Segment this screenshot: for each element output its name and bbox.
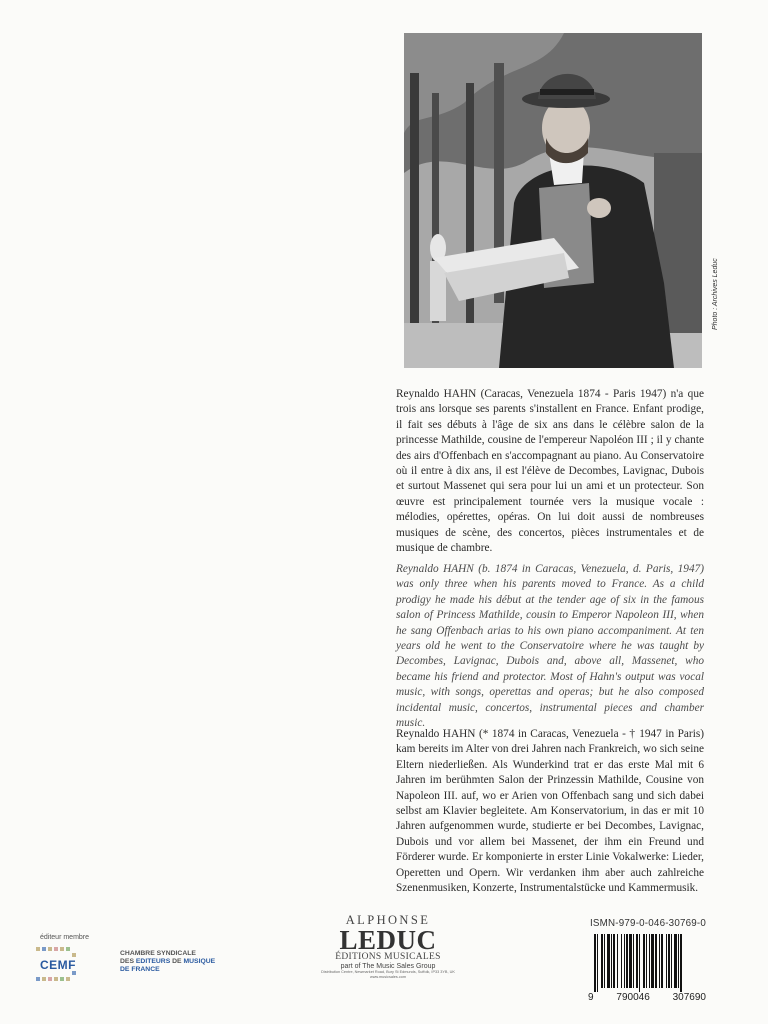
barcode-bar <box>629 934 632 988</box>
barcode-bar <box>671 934 672 988</box>
barcode-bar <box>668 934 670 988</box>
barcode-bar <box>601 934 603 988</box>
barcode-bar <box>646 934 647 988</box>
barcode-bar <box>597 934 598 992</box>
org-word: EDITEURS <box>135 958 171 965</box>
barcode-bar <box>674 934 677 988</box>
barcode-digits <box>588 992 706 1003</box>
publisher-editions: ÉDITIONS MUSICALES <box>335 952 441 962</box>
barcode-bar <box>678 934 679 988</box>
member-label: éditeur membre <box>40 934 90 941</box>
barcode-bar <box>639 934 640 992</box>
ismn-number: ISMN-979-0-046-30769-0 <box>590 918 707 929</box>
publisher-website: www.musicsales.com <box>369 975 407 979</box>
barcode-bar <box>661 934 663 988</box>
org-word: MUSIQUE <box>183 958 216 965</box>
org-word: DES <box>120 958 136 965</box>
barcode-group-2: 307690 <box>672 992 706 1003</box>
barcode-bar <box>613 934 615 988</box>
barcode-bar <box>655 934 657 988</box>
barcode-bar <box>666 934 667 988</box>
barcode-group-1: 790046 <box>616 992 650 1003</box>
barcode-bar <box>636 934 638 988</box>
barcode-bar <box>607 934 610 988</box>
barcode-bar <box>626 934 628 988</box>
barcode-lead-digit: 9 <box>588 992 594 1003</box>
barcode-bar <box>624 934 625 988</box>
org-word: DE <box>170 958 184 965</box>
barcode-bar <box>680 934 682 992</box>
cemf-org-name <box>120 950 250 974</box>
org-word: SYNDICALE <box>154 950 196 957</box>
publisher-logo <box>320 913 456 980</box>
barcode-bar <box>633 934 634 988</box>
photo-credit: Photo : Archives Leduc <box>712 258 719 330</box>
publisher-name: LEDUC <box>339 925 437 955</box>
bio-french: Reynaldo HAHN (Caracas, Venezuela 1874 - Paris 1947) n'a que trois ans lorsque ses parents s'installent en France. Enfant prodige, il fait ses débuts à l'âge de six ans dans le célèbre salon de la princesse Mathilde, cousine de l'empereur Napoléon III ; il y chante des airs d'Offenbach en s'accompagnant au piano. Au Conservatoire où il entre à dix ans, il est l'élève de Decombes, Lavignac, Dubois et surtout Massenet qui sera pour lui un ami et un protecteur. Son œuvre est principalement tournée vers la musique vocale : mélodies, opérettes, opéras. On lui doit aussi de nombreuses musiques de scène, des concertos, pièces instrumentales et de musique de chambre. <box>396 388 704 555</box>
barcode-bar <box>649 934 650 988</box>
publisher-alphonse: ALPHONSE <box>345 913 431 927</box>
barcode-bar <box>659 934 660 988</box>
barcode-bar <box>604 934 605 988</box>
barcode-bar <box>651 934 654 988</box>
cemf-member-block <box>34 934 254 994</box>
barcode-bar <box>594 934 596 992</box>
portrait-photo <box>404 33 702 368</box>
org-word: CHAMBRE <box>120 950 155 957</box>
bio-german: Reynaldo HAHN (* 1874 in Caracas, Venezuela - † 1947 in Paris) kam bereits im Alter von drei Jahren nach Frankreich, wo sich seine Eltern niederließen. Als Wunderkind trat er das erste Mal mit 6 Jahren im berühmten Salon der Prinzessin Mathilde, Cousine von Napoleon III. auf, wo er Arien von Offenbach sang und sich dabei selbst am Klavier begleitete. Am Konservatorium, in das er mit 10 Jahren aufgenommen wurde, studierte er bei Decombes, Lavignac, Dubois und vor allem bei Massenet, der ihm ein Freund und Förderer wurde. Er komponierte in erster Linie Vokalwerke: Lieder, Operetten und Opern. Wir verdanken ihm aber auch zahlreiche Szenenmusiken, Konzerte, Instrumentalstücke und Kammermusik. <box>396 728 704 895</box>
barcode-bar <box>617 934 618 988</box>
barcode-bar <box>643 934 645 988</box>
org-word: DE FRANCE <box>120 966 160 973</box>
barcode-bar <box>611 934 612 988</box>
bio-english: Reynaldo HAHN (b. 1874 in Caracas, Venezuela, d. Paris, 1947) was only three when his parents moved to France. As a child prodigy he made his début at the tender age of six in the famous salon of Princess Mathilde, cousin to Emperor Napoleon III, when he sang Offenbach arias to his own piano accompaniment. At ten years old he went to the Conservatoire where he was taught by Decombes, Lavignac, Dubois and, above all, Massenet, who became his friend and protector. Most of Hahn's output was vocal music, with songs, operettas and operas; but he also composed incidental music, concertos, instrumental pieces and chamber music. <box>396 563 704 730</box>
cemf-logo-text: CEMF <box>40 958 76 972</box>
portrait-illustration <box>404 33 702 368</box>
barcode-icon <box>588 934 706 992</box>
barcode-bar <box>621 934 622 988</box>
publisher-address: Distribution Centre, Newmarket Road, Bury St Edmunds, Suffolk, IP33 3YB, UK <box>321 970 455 974</box>
publisher-group: part of The Music Sales Group <box>340 963 436 970</box>
